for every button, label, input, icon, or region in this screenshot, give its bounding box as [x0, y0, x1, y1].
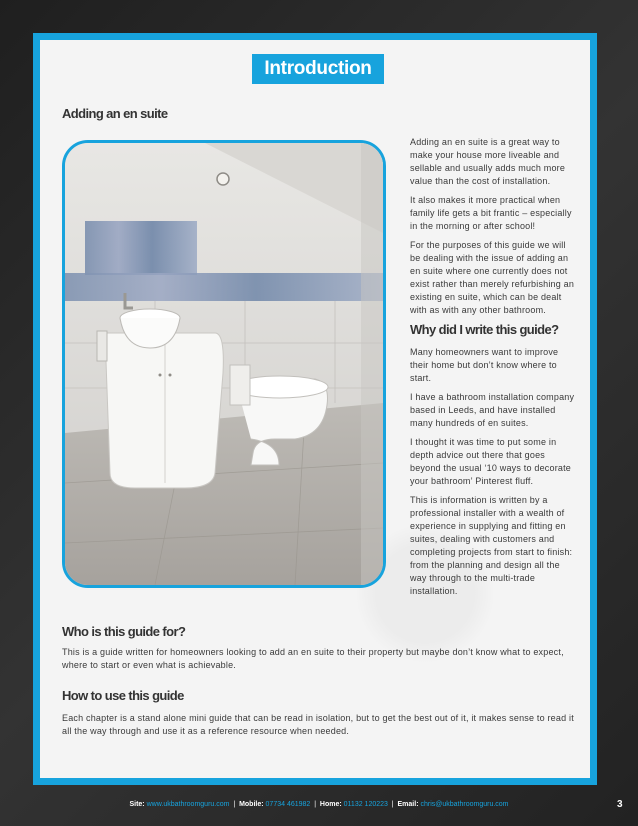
footer-mobile-number: 07734 461982 [265, 801, 311, 808]
why-paragraph-3: I thought it was time to put some in depth advice out there that goes beyond the usual ‘10 ways to decorate your bathroom’ Pinterest fluff. [410, 437, 572, 486]
bathroom-photo [62, 140, 386, 588]
why-paragraph-4: This is information is written by a professional installer with a wealth of experience in supplying and fitting en suites, dealing with customers and completing projects from start to finish: from the planning and design all the way through to the multi-trade installation. [410, 495, 573, 596]
adding-paragraph-1: Adding an en suite is a great way to make your house more liveable and sellable and usually adds much more value than the cost of installation. [410, 137, 566, 186]
footer-separator: | [314, 801, 317, 808]
footer-email-label: Email: [397, 801, 419, 808]
footer-separator: | [391, 801, 394, 808]
heading-adding-en-suite: Adding an en suite [62, 106, 168, 121]
page-title: Introduction [252, 54, 384, 84]
footer-contact [0, 801, 638, 808]
how-paragraph: Each chapter is a stand alone mini guide that can be read in isolation, but to get the best out of it, it makes sense to read it all the way through and use it as a reference resource when needed. [62, 713, 574, 736]
footer-home-label: Home: [319, 801, 342, 808]
heading-who-for: Who is this guide for? [62, 624, 186, 639]
footer-separator: | [233, 801, 236, 808]
footer-site-link[interactable]: www.ukbathroomguru.com [146, 801, 230, 808]
adding-paragraph-3: For the purposes of this guide we will be dealing with the issue of adding an en suite where one currently does not exist rather than merely refurbishing an existing en suite, which can be dealt with as with any other bathroom. [410, 240, 575, 315]
adding-paragraph-2: It also makes it more practical when family life gets a bit frantic – especially in the morning or after school! [410, 195, 572, 231]
footer-mobile-label: Mobile: [239, 801, 264, 808]
who-paragraph: This is a guide written for homeowners looking to add an en suite to their property but maybe don’t know what to expect, where to start or even what is achievable. [62, 647, 564, 670]
footer-email-link[interactable]: chris@ukbathroomguru.com [420, 801, 509, 808]
page-number: 3 [617, 799, 623, 810]
footer-home-number: 01132 120223 [343, 801, 388, 808]
heading-how-to-use: How to use this guide [62, 688, 184, 703]
footer-site-label: Site: [129, 801, 145, 808]
why-paragraph-2: I have a bathroom installation company based in Leeds, and have installed many hundreds of en suites. [410, 392, 575, 428]
why-text-column [410, 346, 578, 604]
adding-text-column [410, 136, 578, 323]
bathroom-illustration [65, 143, 383, 585]
why-paragraph-1: Many homeowners want to improve their home but don’t know where to start. [410, 347, 559, 383]
heading-why-write: Why did I write this guide? [410, 322, 559, 337]
